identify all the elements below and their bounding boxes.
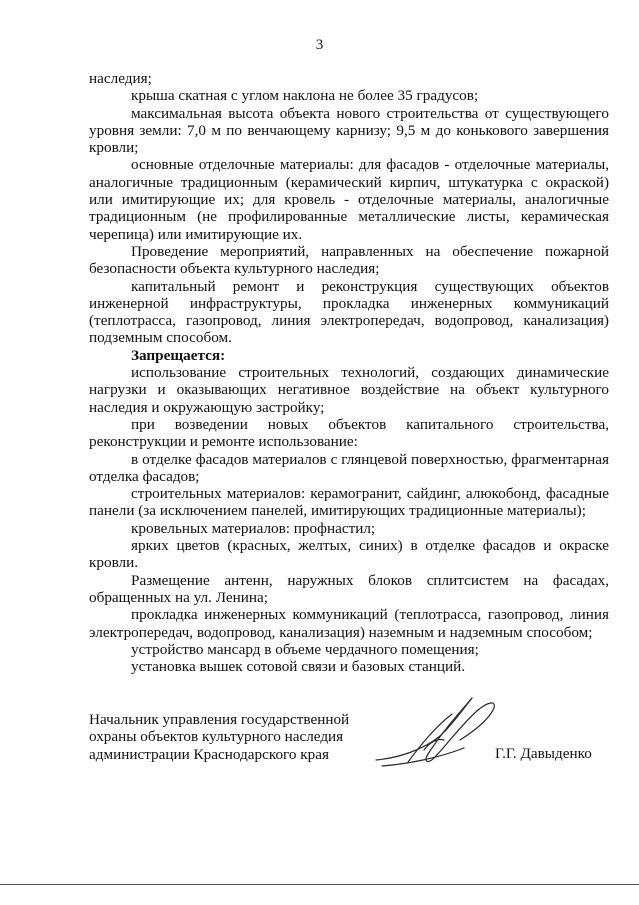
paragraph: ярких цветов (красных, желтых, синих) в отделке фасадов и окраске кровли. — [89, 537, 609, 572]
paragraph: использование строительных технологий, создающих динамические нагрузки и оказывающих негативное воздействие на объект культурного наследия и окружающую застройку; — [89, 364, 609, 416]
signatory-position-line: Начальник управления государственной — [89, 711, 350, 728]
document-body — [89, 70, 609, 675]
paragraph: наследия; — [89, 70, 152, 87]
signature-title-block — [89, 711, 389, 763]
handwritten-signature — [368, 688, 508, 778]
page-bottom-rule — [0, 884, 639, 885]
paragraph: строительных материалов: керамогранит, сайдинг, алюкобонд, фасадные панели (за исключением панелей, имитирующих традиционные материалы); — [89, 485, 609, 520]
paragraph: Размещение антенн, наружных блоков сплитсистем на фасадах, обращенных на ул. Ленина; — [89, 571, 609, 606]
paragraph: основные отделочные материалы: для фасадов - отделочные материалы, аналогичные традиционным (керамический кирпич, штукатурка с окраской) или имитирующие их; для кровель - отделочные материалы, аналогичные традиционным (не профилированные металлические листы, керамическая черепица) или имитирующие их. — [89, 156, 609, 243]
paragraph: капитальный ремонт и реконструкция существующих объектов инженерной инфраструктуры, прокладка инженерных коммуникаций (теплотрасса, газопровод, линия электропередач, водопровод, канализация) подземным способом. — [89, 277, 609, 347]
page-number: 3 — [315, 37, 324, 53]
paragraph: устройство мансард в объеме чердачного помещения; — [131, 640, 479, 658]
paragraph: установка вышек сотовой связи и базовых станций. — [131, 658, 466, 676]
signatory-position-line: администрации Краснодарского края — [89, 745, 329, 763]
paragraph: крыша скатная с углом наклона не более 35 градусов; — [131, 87, 479, 105]
paragraph: прокладка инженерных коммуникаций (теплотрасса, газопровод, линия электропередач, водопровод, канализация) наземным и надземным способом; — [89, 606, 609, 641]
signatory-position-line: охраны объектов культурного наследия — [89, 728, 344, 746]
signer-name: Г.Г. Давыденко — [495, 745, 592, 762]
paragraph: кровельных материалов: профнастил; — [131, 519, 376, 537]
section-heading: Запрещается: — [131, 346, 226, 364]
paragraph: при возведении новых объектов капитального строительства, реконструкции и ремонте использование: — [89, 415, 609, 451]
paragraph: в отделке фасадов материалов с глянцевой поверхностью, фрагментарная отделка фасадов; — [89, 450, 609, 485]
paragraph: Проведение мероприятий, направленных на обеспечение пожарной безопасности объекта культурного наследия; — [89, 242, 609, 278]
paragraph: максимальная высота объекта нового строительства от существующего уровня земли: 7,0 м по венчающему карнизу; 9,5 м до конькового завершения кровли; — [89, 104, 609, 157]
